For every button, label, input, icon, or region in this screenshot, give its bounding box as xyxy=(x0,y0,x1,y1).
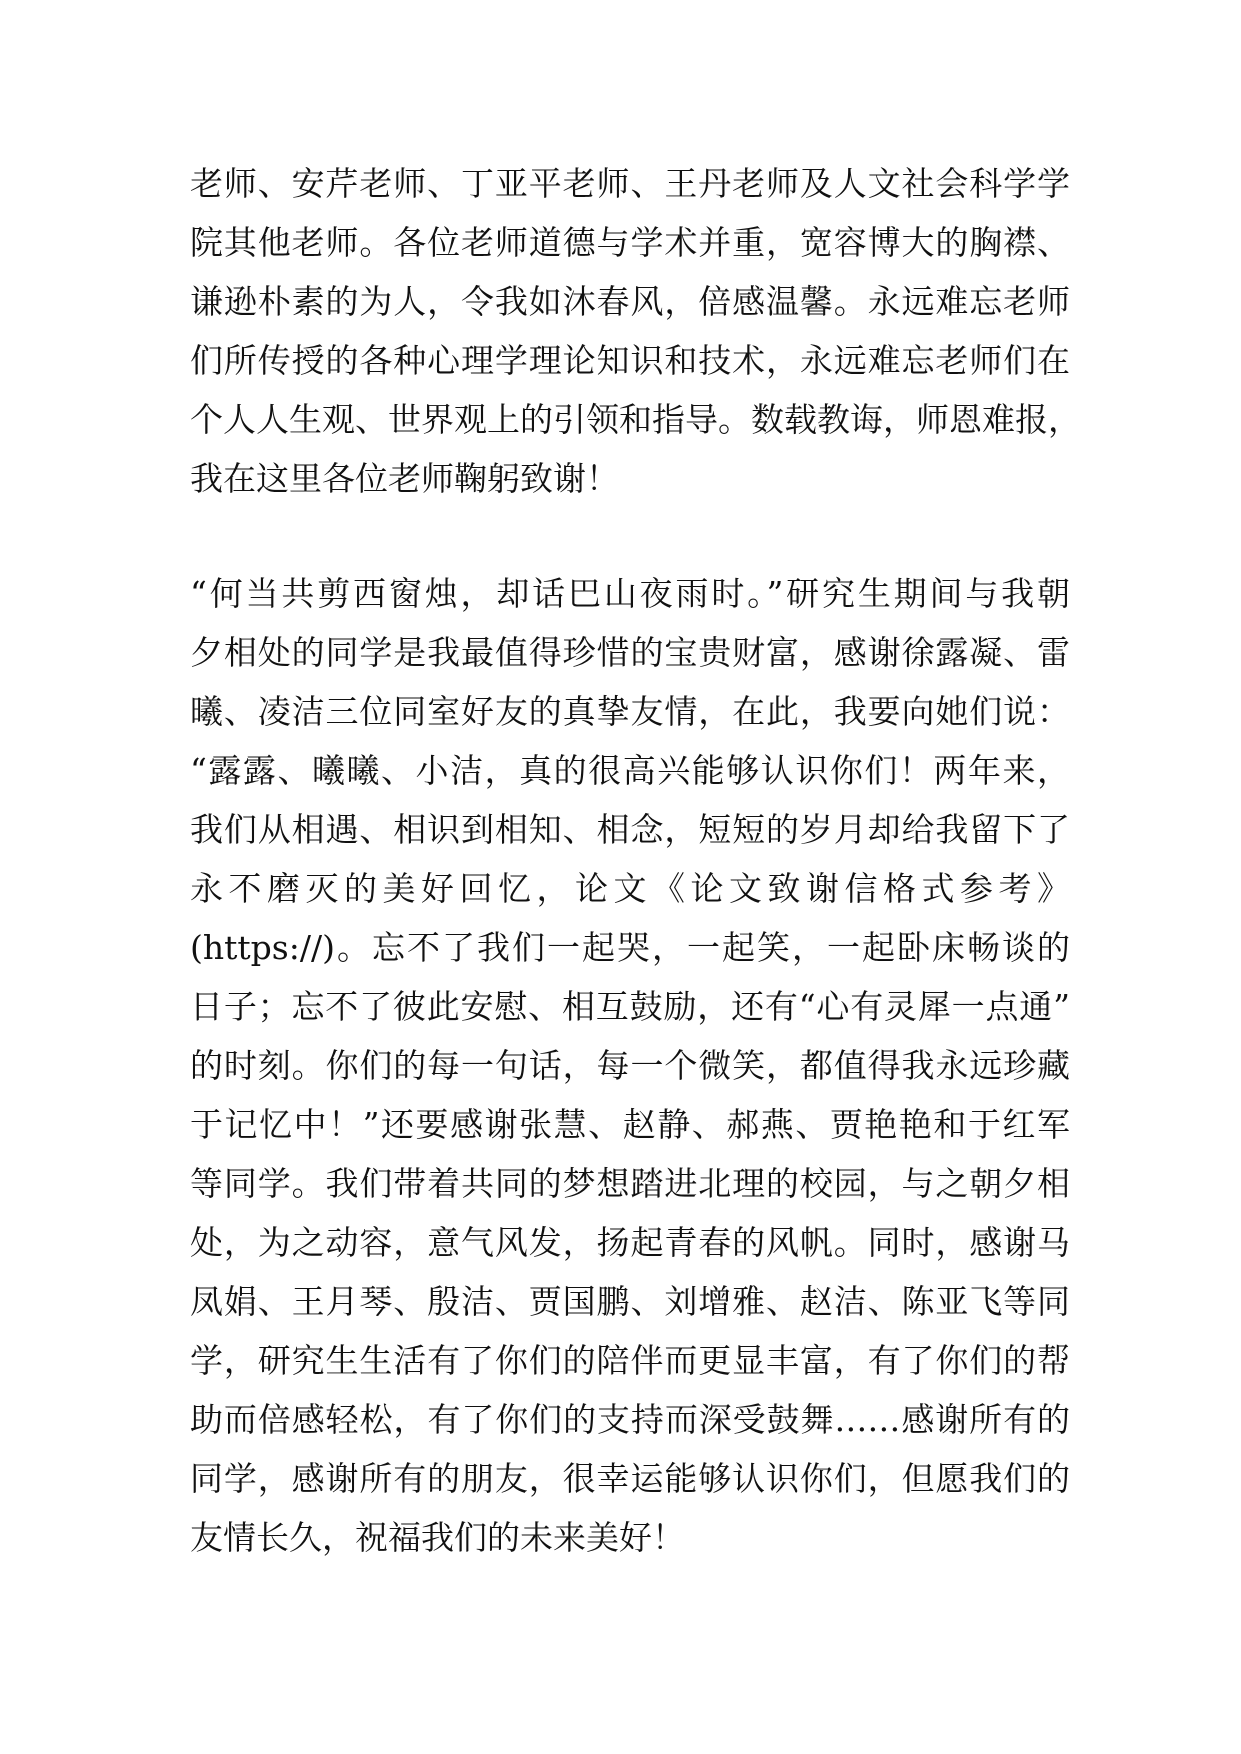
text-line: 我们从相遇、相识到相知、相念，短短的岁月却给我留下了 xyxy=(190,810,1070,849)
paragraph-teachers-thanks xyxy=(190,154,1081,508)
text-line: 夕相处的同学是我最值得珍惜的宝贵财富，感谢徐露凝、雷 xyxy=(190,633,1070,672)
text-line: 个人人生观、世界观上的引领和指导。数载教诲，师恩难报， xyxy=(190,400,1081,439)
text-line: 处，为之动容，意气风发，扬起青春的风帆。同时，感谢马 xyxy=(190,1223,1070,1262)
text-line: 们所传授的各种心理学理论知识和技术，永远难忘老师们在 xyxy=(190,341,1070,380)
text-line: 助而倍感轻松，有了你们的支持而深受鼓舞……感谢所有的 xyxy=(190,1400,1070,1439)
text-line: 等同学。我们带着共同的梦想踏进北理的校园，与之朝夕相 xyxy=(190,1164,1070,1203)
text-line: 院其他老师。各位老师道德与学术并重，宽容博大的胸襟、 xyxy=(190,223,1070,262)
paragraph-classmates-thanks xyxy=(190,564,1070,1567)
text-line: 同学，感谢所有的朋友，很幸运能够认识你们，但愿我们的 xyxy=(190,1459,1070,1498)
text-line: 老师、安芹老师、丁亚平老师、王丹老师及人文社会科学学 xyxy=(190,164,1070,203)
text-line: “何当共剪西窗烛，却话巴山夜雨时。”研究生期间与我朝 xyxy=(190,574,1070,613)
text-line: 学，研究生生活有了你们的陪伴而更显丰富，有了你们的帮 xyxy=(190,1341,1070,1380)
text-line: “露露、曦曦、小洁，真的很高兴能够认识你们！两年来， xyxy=(190,751,1070,790)
text-line: (https://)。忘不了我们一起哭，一起笑，一起卧床畅谈的 xyxy=(190,928,1070,967)
text-line: 的时刻。你们的每一句话，每一个微笑，都值得我永远珍藏 xyxy=(190,1046,1070,1085)
text-line: 于记忆中！”还要感谢张慧、赵静、郝燕、贾艳艳和于红军 xyxy=(190,1105,1070,1144)
text-line: 凤娟、王月琴、殷洁、贾国鹏、刘增雅、赵洁、陈亚飞等同 xyxy=(190,1282,1070,1321)
text-line: 日子；忘不了彼此安慰、相互鼓励，还有“心有灵犀一点通” xyxy=(190,987,1070,1026)
text-line: 曦、凌洁三位同室好友的真挚友情，在此，我要向她们说： xyxy=(190,692,1070,731)
text-line: 我在这里各位老师鞠躬致谢！ xyxy=(190,459,619,498)
text-line: 友情长久，祝福我们的未来美好！ xyxy=(190,1518,685,1557)
text-line: 谦逊朴素的为人，令我如沐春风，倍感温馨。永远难忘老师 xyxy=(190,282,1070,321)
text-line: 永不磨灭的美好回忆，论文《论文致谢信格式参考》 xyxy=(190,869,1070,908)
